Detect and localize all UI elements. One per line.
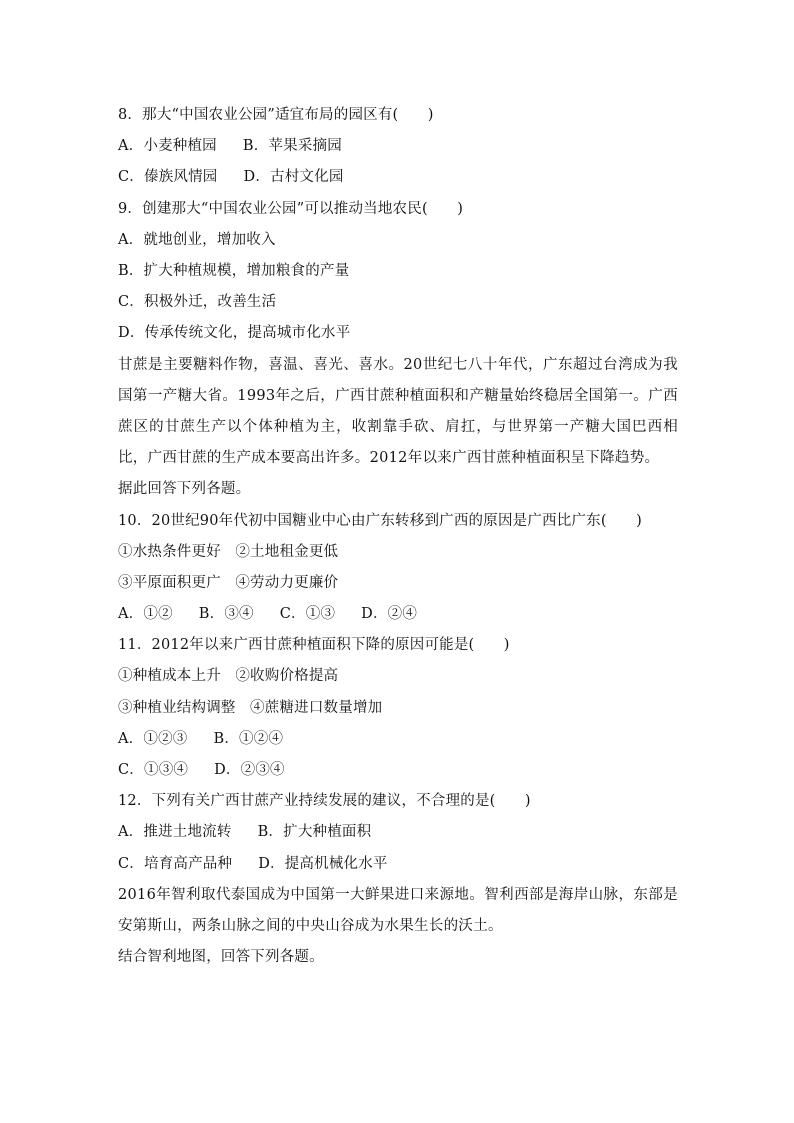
question-9-option-d: D．传承传统文化，提高城市化水平 <box>118 325 351 342</box>
question-11-option-a: A．①②③ <box>118 730 188 747</box>
question-8-option-c: C．傣族风情园 <box>118 169 218 186</box>
question-8-option-b: B．苹果采摘园 <box>242 138 342 155</box>
passage-sugarcane: 甘蔗是主要糖料作物，喜温、喜光、喜水。20世纪七八十年代，广东超过台湾成为我国第一产糖大省。1993年之后，广西甘蔗种植面积和产糖量始终稳居全国第一。广西蔗区的甘蔗生产以个体种植为主，收割靠手砍、肩扛，与世界第一产糖大国巴西相比，广西甘蔗的生产成本要高出许多。2012年以来广西甘蔗种植面积呈下降趋势。 <box>118 356 678 467</box>
question-10-options <box>118 599 678 630</box>
question-12-option-d: D．提高机械化水平 <box>258 855 388 872</box>
question-8-options-row-2 <box>118 162 678 193</box>
question-11-option-c: C．①③④ <box>118 762 189 778</box>
question-11-items-row-1 <box>118 661 678 692</box>
question-12-stem: 12．下列有关广西甘蔗产业持续发展的建议，不合理的是( ) <box>118 793 531 810</box>
question-10-item-4: ④劳动力更廉价 <box>235 574 339 591</box>
question-10-stem: 10．20世纪90年代初中国糖业中心由广东转移到广西的原因是广西比广东( ) <box>118 512 642 529</box>
question-8-option-d: D．古村文化园 <box>243 169 344 186</box>
question-12-option-c: C．培育高产品种 <box>118 855 233 872</box>
question-10-item-2: ②土地租金更低 <box>235 543 339 560</box>
question-11-options-row-2 <box>118 755 678 786</box>
question-8-options-row-1 <box>118 131 678 162</box>
passage-chile-prompt: 结合智利地图，回答下列各题。 <box>118 949 324 966</box>
question-10-item-1: ①水热条件更好 <box>118 543 221 560</box>
question-12-options-row-1 <box>118 817 678 848</box>
question-10-items-row-1 <box>118 537 678 568</box>
question-8-stem: 8．那大“中国农业公园”适宜布局的园区有( ) <box>118 107 434 123</box>
question-9-option-b: B．扩大种植规模，增加粮食的产量 <box>118 262 350 279</box>
question-10-option-d: D．②④ <box>361 606 418 623</box>
question-11-items-row-2 <box>118 693 678 724</box>
question-11-item-3: ③种植业结构调整 <box>118 699 236 716</box>
question-11-option-d: D．②③④ <box>214 762 285 778</box>
question-9-option-c: C．积极外迁，改善生活 <box>118 294 277 311</box>
question-12-options-row-2 <box>118 849 678 880</box>
question-11-stem: 11．2012年以来广西甘蔗种植面积下降的原因可能是( ) <box>118 637 510 654</box>
question-12-option-b: B．扩大种植面积 <box>257 824 372 841</box>
question-11-item-1: ①种植成本上升 <box>118 668 221 685</box>
question-10-option-b: B．③④ <box>198 606 254 623</box>
question-11-option-b: B．①②④ <box>213 730 284 747</box>
question-10-item-3: ③平原面积更广 <box>118 574 221 591</box>
question-9-option-a: A．就地创业，增加收入 <box>118 231 276 248</box>
question-11-item-2: ②收购价格提高 <box>235 668 339 685</box>
question-11-item-4: ④蔗糖进口数量增加 <box>250 699 383 716</box>
question-11-options-row-1 <box>118 724 678 755</box>
question-12-option-a: A．推进土地流转 <box>118 824 232 841</box>
document-body <box>118 100 678 973</box>
question-9-stem: 9．创建那大“中国农业公园”可以推动当地农民( ) <box>118 200 464 217</box>
passage-chile: 2016年智利取代泰国成为中国第一大鲜果进口来源地。智利西部是海岸山脉，东部是安第斯山，两条山脉之间的中央山谷成为水果生长的沃土。 <box>118 886 678 934</box>
question-10-option-a: A．①② <box>118 606 173 623</box>
passage-sugarcane-prompt: 据此回答下列各题。 <box>118 481 251 498</box>
question-8-option-a: A．小麦种植园 <box>118 138 217 155</box>
question-10-items-row-2 <box>118 568 678 599</box>
question-10-option-c: C．①③ <box>279 606 336 623</box>
